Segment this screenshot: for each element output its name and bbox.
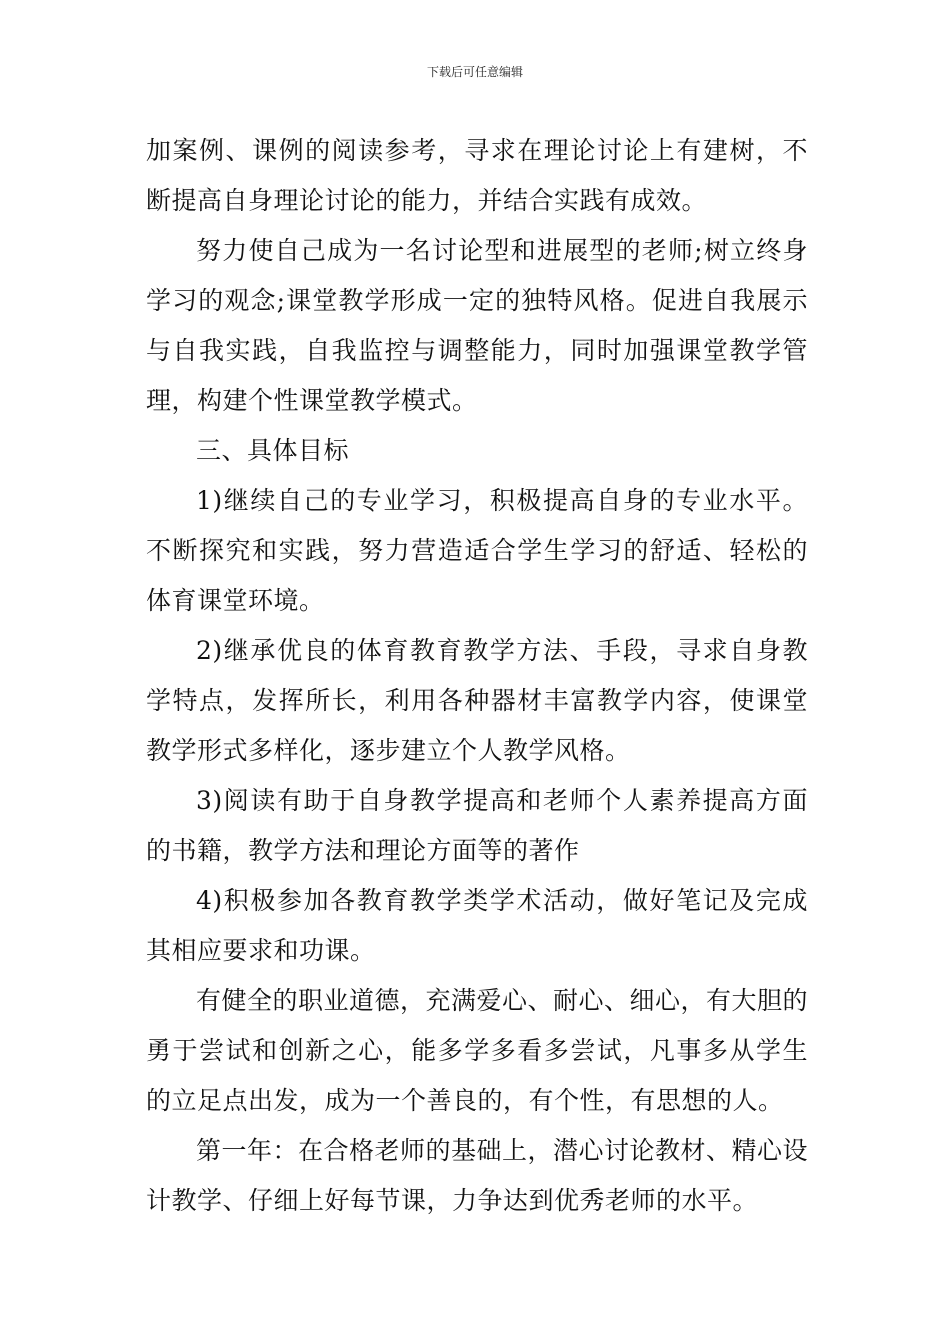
paragraph-ethics: 有健全的职业道德，充满爱心、耐心、细心，有大胆的勇于尝试和创新之心，能多学多看多尝试，凡事多从学生的立足点出发，成为一个善良的，有个性，有思想的人。 (146, 986, 809, 1115)
goal-item-4: 4)积极参加各教育教学类学术活动，做好笔记及完成其相应要求和功课。 (146, 886, 808, 965)
section-heading: 三、具体目标 (196, 436, 350, 465)
goal-item-1: 1)继续自己的专业学习，积极提高自身的专业水平。不断探究和实践，努力营造适合学生学习的舒适、轻松的体育课堂环境。 (146, 486, 808, 615)
paragraph-2: 努力使自己成为一名讨论型和进展型的老师;树立终身学习的观念;课堂教学形成一定的独特风格。促进自我展示与自我实践，自我监控与调整能力，同时加强课堂教学管理，构建个性课堂教学模式。 (146, 236, 808, 415)
document-body (146, 126, 808, 1226)
goal-item-2: 2)继承优良的体育教育教学方法、手段，寻求自身教学特点，发挥所长，利用各种器材丰富教学内容，使课堂教学形式多样化，逐步建立个人教学风格。 (146, 636, 808, 765)
page-header: 下载后可任意编辑 (426, 65, 523, 79)
goal-item-3: 3)阅读有助于自身教学提高和老师个人素养提高方面的书籍，教学方法和理论方面等的著作 (146, 786, 808, 865)
paragraph-first-year: 第一年：在合格老师的基础上，潜心讨论教材、精心设计教学、仔细上好每节课，力争达到优秀老师的水平。 (146, 1136, 809, 1215)
paragraph-1: 加案例、课例的阅读参考，寻求在理论讨论上有建树，不断提高自身理论讨论的能力，并结合实践有成效。 (146, 136, 808, 215)
